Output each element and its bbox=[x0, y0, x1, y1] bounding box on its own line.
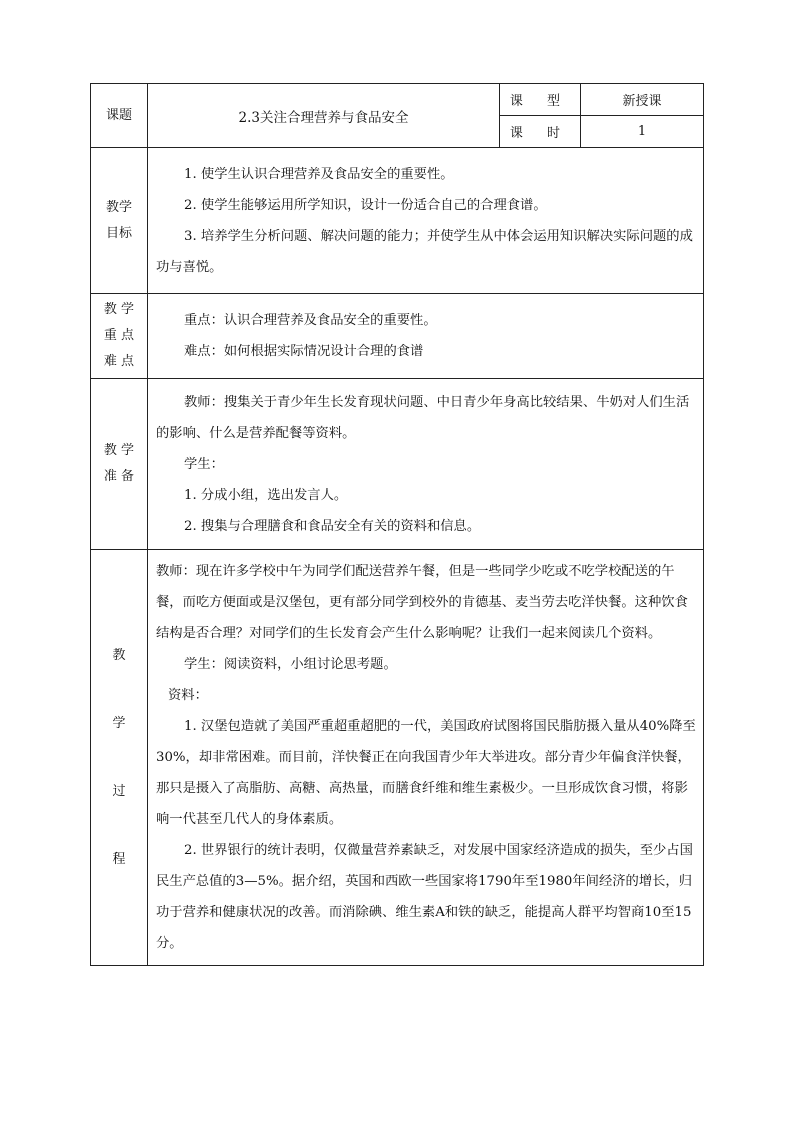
goals-row bbox=[91, 148, 704, 294]
lesson-type-value: 新授课 bbox=[581, 84, 704, 116]
lesson-hours-label: 课 时 bbox=[500, 116, 581, 148]
process-row bbox=[91, 550, 704, 966]
key-points-content bbox=[148, 294, 704, 379]
goal-item: 1. 使学生认识合理营养及食品安全的重要性。 bbox=[184, 166, 454, 182]
goals-label bbox=[91, 148, 148, 294]
preparation-row bbox=[91, 379, 704, 550]
preparation-label bbox=[91, 379, 148, 550]
key-point-text: 重点：认识合理营养及食品安全的重要性。 bbox=[184, 313, 437, 328]
goal-item: 2. 使学生能够运用所学知识，设计一份适合自己的合理食谱。 bbox=[184, 197, 547, 213]
preparation-label-line1: 教 学 bbox=[103, 443, 135, 458]
student-preparation-item: 1. 分成小组，选出发言人。 bbox=[184, 487, 348, 503]
teacher-intro: 教师：现在许多学校中午为同学们配送营养午餐，但是一些同学少吃或不吃学校配送的午餐，而吃方便面或是汉堡包，更有部分同学到校外的肯德基、麦当劳去吃洋快餐。这种饮食结构是否合理？对同学们的生长发育会产生什么影响呢？让我们一起来阅读几个资料。 bbox=[156, 564, 688, 641]
header-row-1 bbox=[91, 84, 704, 116]
process-label-char: 教 bbox=[112, 647, 126, 663]
preparation-label-line2: 准 备 bbox=[103, 469, 135, 484]
goal-item: 3. 培养学生分析问题、解决问题的能力；并使学生从中体会运用知识解决实际问题的成功与喜悦。 bbox=[156, 228, 693, 275]
material-item: 1. 汉堡包造就了美国严重超重超肥的一代，美国政府试图将国民脂肪摄入量从40%降至30%，却非常困难。而目前，洋快餐正在向我国青少年大举进攻。部分青少年偏食洋快餐，那只是摄入了高脂肪、高糖、高热量，而膳食纤维和维生素极少。一旦形成饮食习惯，将影响一代甚至几代人的身体素质。 bbox=[156, 719, 696, 827]
topic-label: 课题 bbox=[91, 84, 148, 148]
process-label bbox=[91, 550, 148, 966]
lesson-hours-value: 1 bbox=[581, 116, 704, 148]
goals-label-line2: 目标 bbox=[105, 225, 132, 241]
difficult-point-text: 难点：如何根据实际情况设计合理的食谱 bbox=[184, 344, 424, 359]
key-points-label-line2: 重 点 bbox=[103, 328, 135, 343]
process-label-char: 学 bbox=[112, 715, 126, 731]
materials-label: 资料： bbox=[168, 688, 208, 703]
key-points-label bbox=[91, 294, 148, 379]
process-content bbox=[148, 550, 704, 966]
process-label-char: 程 bbox=[112, 851, 126, 867]
key-points-label-line1: 教 学 bbox=[103, 302, 135, 317]
goals-content bbox=[148, 148, 704, 294]
material-item: 2. 世界银行的统计表明，仅微量营养素缺乏，对发展中国家经济造成的损失，至少占国民生产总值的3—5%。据介绍，英国和西欧一些国家将1790年至1980年间经济的增长，归功于营养和健康状况的改善。而消除碘、维生素A和铁的缺乏，能提高人群平均智商10至15分。 bbox=[156, 843, 693, 951]
student-preparation-item: 2. 搜集与合理膳食和食品安全有关的资料和信息。 bbox=[184, 518, 481, 534]
goals-label-line1: 教学 bbox=[105, 199, 132, 215]
process-label-char: 过 bbox=[112, 783, 126, 799]
student-preparation-label: 学生： bbox=[184, 456, 224, 472]
lesson-type-label: 课 型 bbox=[500, 84, 581, 116]
preparation-content bbox=[148, 379, 704, 550]
key-points-row bbox=[91, 294, 704, 379]
student-task: 学生：阅读资料，小组讨论思考题。 bbox=[184, 657, 397, 672]
teacher-preparation: 教师：搜集关于青少年生长发育现状问题、中日青少年身高比较结果、牛奶对人们生活的影响、什么是营养配餐等资料。 bbox=[156, 394, 690, 441]
lesson-plan-table bbox=[90, 83, 704, 966]
key-points-label-line3: 难 点 bbox=[103, 354, 135, 369]
lesson-title: 2.3关注合理营养与食品安全 bbox=[148, 84, 500, 148]
